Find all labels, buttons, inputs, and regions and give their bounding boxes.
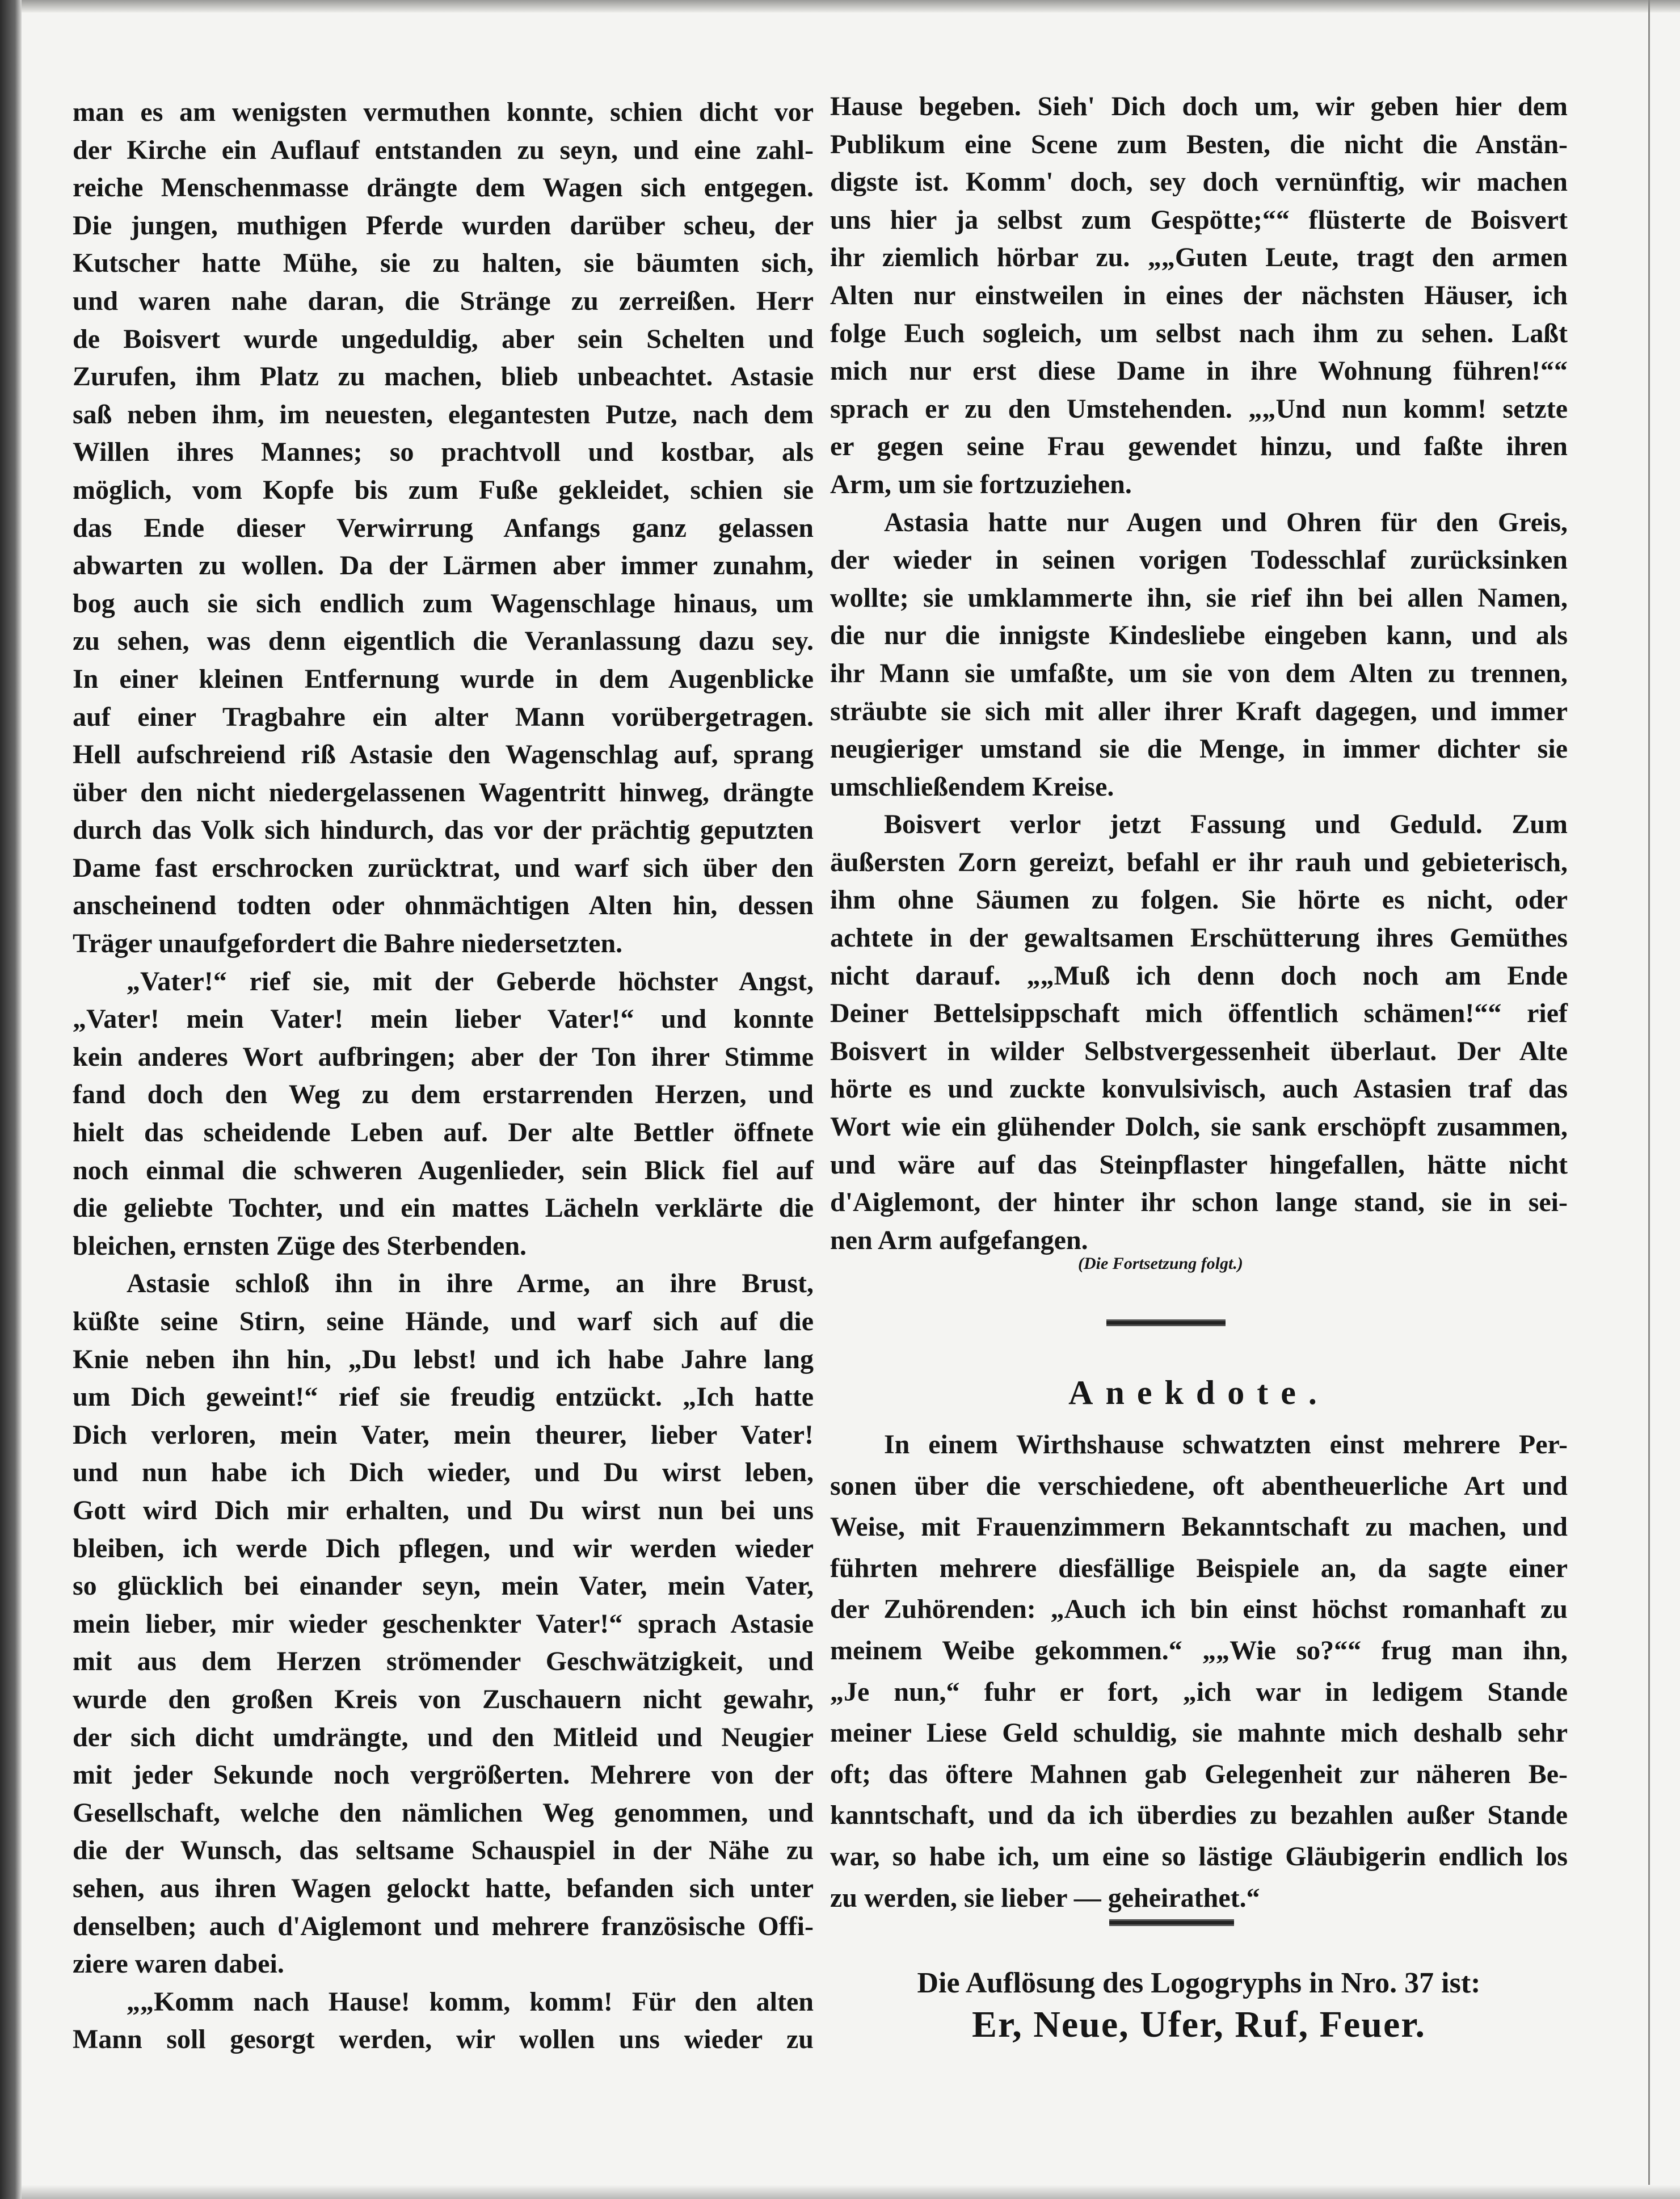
continuation-note: (Die Fortsetzung folgt.) — [1078, 1254, 1243, 1273]
text-line: bog auch sie sich endlich zum Wagenschlage hinaus, um — [73, 588, 814, 619]
text-line: Mann soll gesorgt werden, wir wollen uns wieder zu — [73, 2024, 814, 2055]
text-line: und waren nahe daran, die Stränge zu zerreißen. Herr — [73, 285, 814, 316]
text-line: die nur die innigste Kindesliebe eingeben kann, und als — [830, 620, 1568, 651]
text-line: oft; das öftere Mahnen gab Gelegenheit zur näheren Be- — [830, 1759, 1568, 1789]
text-line: Boisvert in wilder Selbstvergessenheit überlaut. Der Alte — [830, 1036, 1568, 1066]
text-line: und nun habe ich Dich wieder, und Du wirst leben, — [73, 1457, 814, 1488]
text-line: Knie neben ihn hin, „Du lebst! und ich habe Jahre lang — [73, 1344, 814, 1374]
text-line: „„Komm nach Hause! komm, komm! Für den alten — [127, 1986, 814, 2017]
text-line: so glücklich bei einander seyn, mein Vater, mein Vater, — [73, 1571, 814, 1601]
text-line: sprach er zu den Umstehenden. „„Und nun komm! setzte — [830, 393, 1568, 424]
text-line: ziere waren dabei. — [73, 1949, 284, 1979]
text-line: nicht darauf. „„Muß ich denn doch noch am Ende — [830, 960, 1568, 991]
text-line: Willen ihres Mannes; so prachtvoll und kostbar, als — [73, 437, 814, 468]
text-line: der sich dicht umdrängte, und den Mitleid und Neugier — [73, 1722, 814, 1752]
text-line: führten mehrere diesfällige Beispiele an, da sagte einer — [830, 1553, 1568, 1583]
text-line: mich nur erst diese Dame in ihre Wohnung führen!““ — [830, 356, 1568, 386]
text-line: das Ende dieser Verwirrung Anfangs ganz gelassen — [73, 512, 814, 543]
text-line: meiner Liese Geld schuldig, sie mahnte mich deshalb sehr — [830, 1718, 1568, 1748]
text-line: Publikum eine Scene zum Besten, die nicht die Anstän- — [830, 129, 1568, 159]
text-line: d'Aiglemont, der hinter ihr schon lange stand, sie in sei- — [830, 1187, 1568, 1218]
text-line: Hause begeben. Sieh' Dich doch um, wir geben hier dem — [830, 91, 1568, 121]
text-line: In einer kleinen Entfernung wurde in dem Augenblicke — [73, 663, 814, 694]
text-line: meinem Weibe gekommen.“ „„Wie so?““ frug man ihn, — [830, 1635, 1568, 1666]
text-line: folge Euch sogleich, um selbst nach ihm zu sehen. Laßt — [830, 318, 1568, 348]
text-line: die geliebte Tochter, und ein mattes Lächeln verklärte die — [73, 1193, 814, 1223]
text-line: bleiben, ich werde Dich pflegen, und wir werden wieder — [73, 1533, 814, 1563]
text-line: Astasia hatte nur Augen und Ohren für den Greis, — [884, 507, 1568, 537]
page-bottom-edge — [22, 2185, 1680, 2199]
text-line: Dame fast erschrocken zurücktrat, und warf sich über den — [73, 852, 814, 883]
text-line: auf einer Tragbahre ein alter Mann vorübergetragen. — [73, 701, 814, 732]
text-line: der Zuhörenden: „Auch ich bin einst höchst romanhaft zu — [830, 1594, 1568, 1625]
text-line: „Vater! mein Vater! mein lieber Vater!“ und konnte — [73, 1004, 814, 1035]
text-line: „Vater!“ rief sie, mit der Geberde höchster Angst, — [127, 966, 814, 997]
text-line: Arm, um sie fortzuziehen. — [830, 469, 1132, 499]
text-line: der Kirche ein Auflauf entstanden zu seyn, und eine zahl- — [73, 134, 814, 165]
text-line: kein anderes Wort aufbringen; aber der Ton ihrer Stimme — [73, 1041, 814, 1072]
text-line: Kutscher hatte Mühe, sie zu halten, sie bäumten sich, — [73, 248, 814, 279]
text-line: digste ist. Komm' doch, sey doch vernünftig, wir machen — [830, 167, 1568, 197]
section-divider — [1106, 1319, 1226, 1326]
text-line: hielt das scheidende Leben auf. Der alte Bettler öffnete — [73, 1117, 814, 1148]
text-line: um Dich geweint!“ rief sie freudig entzückt. „Ich hatte — [73, 1382, 814, 1412]
text-line: bleichen, ernsten Züge des Sterbenden. — [73, 1230, 527, 1261]
text-line: möglich, vom Kopfe bis zum Fuße gekleidet, schien sie — [73, 474, 814, 505]
page-right-edge — [1648, 0, 1650, 2199]
text-line: Deiner Bettelsippschaft mich öffentlich schämen!““ rief — [830, 998, 1568, 1029]
text-line: der wieder in seinen vorigen Todesschlaf zurücksinken — [830, 545, 1568, 575]
text-line: durch das Volk sich hindurch, das vor der prächtig geputzten — [73, 815, 814, 846]
text-line: Astasie schloß ihn in ihre Arme, an ihre Brust, — [127, 1268, 814, 1299]
logogryph-intro: Die Auflösung des Logogryphs in Nro. 37 ist: — [917, 1967, 1481, 1999]
text-line: mit jeder Sekunde noch vergrößerten. Mehrere von der — [73, 1760, 814, 1790]
left-column — [73, 94, 814, 2059]
right-column — [830, 88, 1568, 1259]
text-line: de Boisvert wurde ungeduldig, aber sein Schelten und — [73, 323, 814, 354]
text-line: zu werden, sie lieber — geheirathet.“ — [830, 1882, 1260, 1913]
text-line: Gesellschaft, welche den nämlichen Weg genommen, und — [73, 1797, 814, 1828]
text-line: sehen, aus ihren Wagen gelockt hatte, befanden sich unter — [73, 1873, 814, 1903]
text-line: abwarten zu wollen. Da der Lärmen aber immer zunahm, — [73, 550, 814, 581]
text-line: wurde den großen Kreis von Zuschauern nicht gewahr, — [73, 1684, 814, 1714]
text-line: reiche Menschenmasse drängte dem Wagen sich entgegen. — [73, 173, 814, 203]
text-line: sonen über die verschiedene, oft abentheuerliche Art und — [830, 1470, 1568, 1501]
text-line: sträubte sie sich mit aller ihrer Kraft dagegen, und immer — [830, 696, 1568, 726]
text-line: fand doch den Weg zu dem erstarrenden Herzen, und — [73, 1079, 814, 1110]
text-line: mein lieber, mir wieder geschenkter Vater!“ sprach Astasie — [73, 1608, 814, 1639]
text-line: Träger unaufgefordert die Bahre niedersetzten. — [73, 928, 623, 959]
text-line: denselben; auch d'Aiglemont und mehrere französische Offi- — [73, 1911, 814, 1941]
text-line: umschließendem Kreise. — [830, 771, 1114, 802]
text-line: mit aus dem Herzen strömender Geschwätzigkeit, und — [73, 1646, 814, 1677]
text-line: er gegen seine Frau gewendet hinzu, und faßte ihren — [830, 431, 1568, 462]
paragraph — [73, 1983, 814, 2059]
anecdote-body — [830, 1424, 1568, 1919]
paragraph — [73, 94, 814, 963]
text-line: Wort wie ein glühender Dolch, sie sank erschöpft zusammen, — [830, 1112, 1568, 1142]
text-line: achtete in der gewaltsamen Erschütterung ihres Gemüthes — [830, 923, 1568, 953]
page-top-edge — [22, 0, 1680, 12]
text-line: über den nicht niedergelassenen Wagentritt hinweg, drängte — [73, 777, 814, 808]
text-line: „Je nun,“ fuhr er fort, „ich war in ledigem Stande — [830, 1676, 1568, 1707]
text-line: kanntschaft, und da ich überdies zu bezahlen außer Stande — [830, 1800, 1568, 1831]
paragraph — [830, 806, 1568, 1259]
text-line: Die jungen, muthigen Pferde wurden darüber scheu, der — [73, 210, 814, 241]
text-line: wollte; sie umklammerte ihn, sie rief ihn bei allen Namen, — [830, 582, 1568, 613]
text-line: die der Wunsch, das seltsame Schauspiel in der Nähe zu — [73, 1835, 814, 1866]
text-line: uns hier ja selbst zum Gespötte;““ flüsterte de Boisvert — [830, 204, 1568, 235]
text-line: Zurufen, ihm Platz zu machen, blieb unbeachtet. Astasie — [73, 361, 814, 392]
paragraph — [830, 504, 1568, 806]
section-divider — [1109, 1919, 1234, 1926]
anecdote-title: Anekdote. — [1068, 1374, 1329, 1411]
text-line: hörte es und zuckte konvulsivisch, auch Astasien traf das — [830, 1074, 1568, 1104]
paragraph — [73, 1265, 814, 1983]
text-line: nen Arm aufgefangen. — [830, 1225, 1088, 1255]
text-line: Hell aufschreiend riß Astasie den Wagenschlag auf, sprang — [73, 739, 814, 770]
text-line: Dich verloren, mein Vater, mein theurer, lieber Vater! — [73, 1419, 814, 1450]
text-line: küßte seine Stirn, seine Hände, und warf sich auf die — [73, 1306, 814, 1336]
text-line: neugieriger umstand sie die Menge, in immer dichter sie — [830, 734, 1568, 764]
text-line: Weise, mit Frauenzimmern Bekanntschaft zu machen, und — [830, 1512, 1568, 1542]
text-line: saß neben ihm, im neuesten, elegantesten Putze, nach dem — [73, 399, 814, 430]
text-line: ihm ohne Säumen zu folgen. Sie hörte es nicht, oder — [830, 885, 1568, 915]
text-line: und wäre auf das Steinpflaster hingefallen, hätte nicht — [830, 1149, 1568, 1180]
paragraph — [830, 1424, 1568, 1919]
text-line: Boisvert verlor jetzt Fassung und Geduld. Zum — [884, 809, 1568, 840]
text-line: ihr ziemlich hörbar zu. „„Guten Leute, tragt den armen — [830, 242, 1568, 273]
paragraph — [73, 963, 814, 1265]
text-line: war, so habe ich, um eine so lästige Gläubigerin endlich los — [830, 1841, 1568, 1872]
text-line: man es am wenigsten vermuthen konnte, schien dicht vor — [73, 97, 814, 127]
logogryph-answer: Er, Neue, Ufer, Ruf, Feuer. — [971, 2004, 1426, 2045]
text-line: Alten nur einstweilen in eines der nächsten Häuser, ich — [830, 280, 1568, 310]
text-line: äußersten Zorn gereizt, befahl er ihr rauh und gebieterisch, — [830, 847, 1568, 877]
page-binding-edge — [0, 0, 22, 2199]
text-line: anscheinend todten oder ohnmächtigen Alten hin, dessen — [73, 890, 814, 921]
text-line: ihr Mann sie umfaßte, um sie von dem Alten zu trennen, — [830, 658, 1568, 688]
text-line: zu sehen, was denn eigentlich die Veranlassung dazu sey. — [73, 626, 814, 657]
paragraph — [830, 88, 1568, 504]
text-line: In einem Wirthshause schwatzten einst mehrere Per- — [884, 1429, 1568, 1460]
text-line: Gott wird Dich mir erhalten, und Du wirst nun bei uns — [73, 1495, 814, 1525]
text-line: noch einmal die schweren Augenlieder, sein Blick fiel auf — [73, 1155, 814, 1185]
